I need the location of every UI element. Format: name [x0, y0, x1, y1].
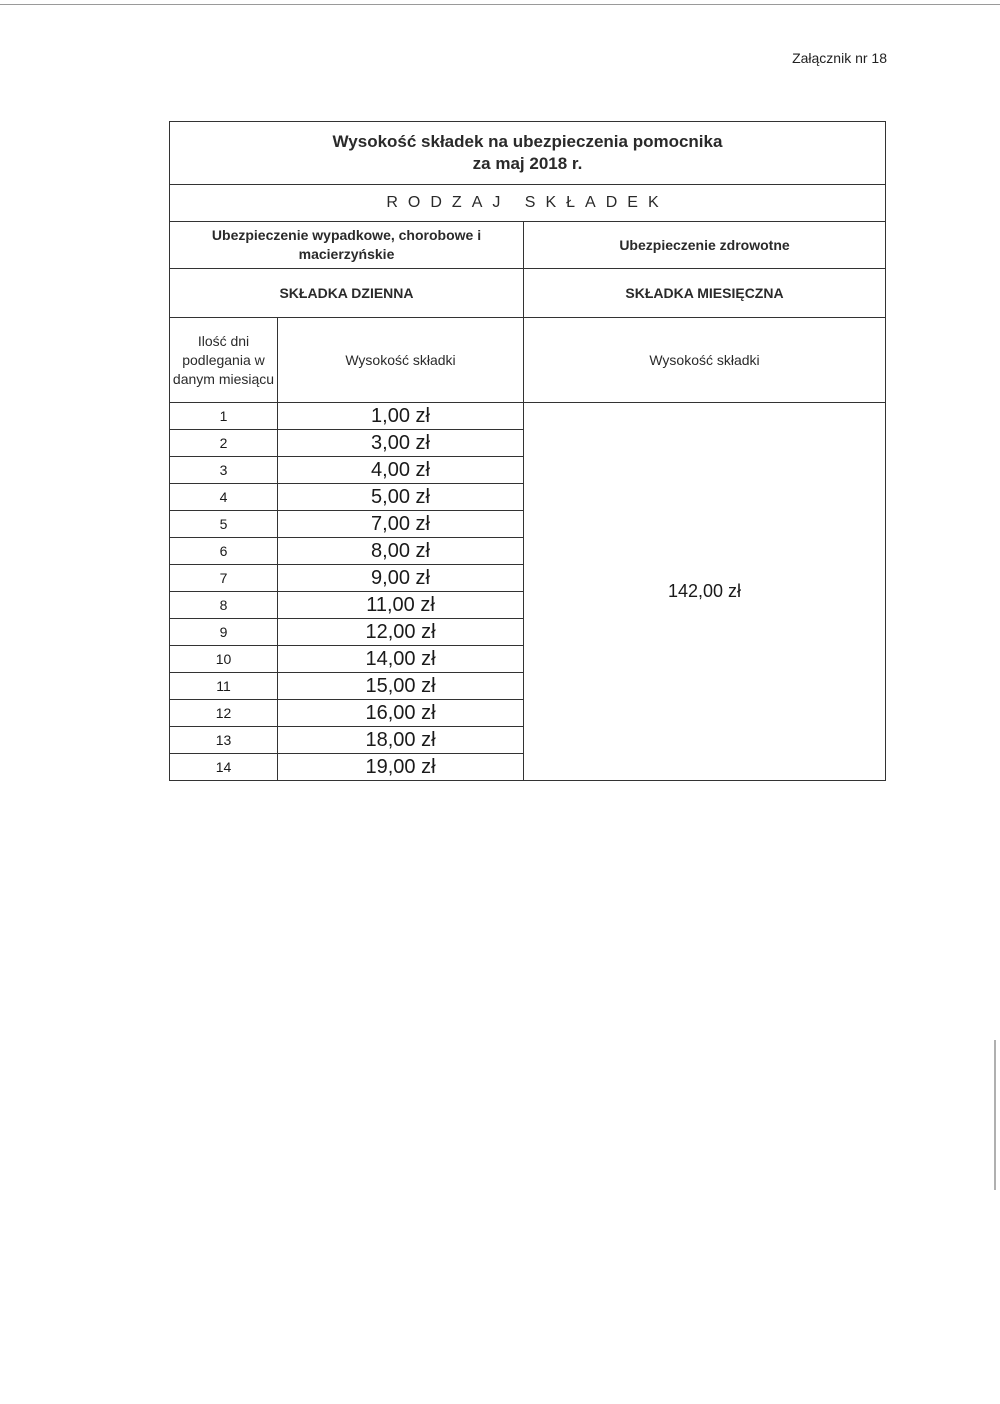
daily-amount-cell: 9,00 zł	[278, 565, 524, 592]
contribution-kind-heading: RODZAJ SKŁADEK	[170, 185, 886, 222]
days-cell: 13	[170, 727, 278, 754]
column-header-row	[170, 318, 886, 403]
daily-amount-cell: 4,00 zł	[278, 457, 524, 484]
column-header-days: Ilość dni podlegania w danym miesiącu	[170, 318, 278, 403]
insurance-accident-sickness: Ubezpieczenie wypadkowe, chorobowe i macierzyńskie	[170, 222, 524, 269]
days-cell: 8	[170, 592, 278, 619]
days-cell: 6	[170, 538, 278, 565]
days-cell: 12	[170, 700, 278, 727]
daily-amount-cell: 11,00 zł	[278, 592, 524, 619]
monthly-contribution-heading: SKŁADKA MIESIĘCZNA	[524, 269, 886, 318]
days-cell: 10	[170, 646, 278, 673]
attachment-label: Załącznik nr 18	[792, 50, 887, 66]
daily-amount-cell: 16,00 zł	[278, 700, 524, 727]
monthly-amount-value: 142,00 zł	[524, 403, 886, 781]
type-row	[170, 269, 886, 318]
insurance-row	[170, 222, 886, 269]
daily-amount-cell: 18,00 zł	[278, 727, 524, 754]
daily-amount-cell: 15,00 zł	[278, 673, 524, 700]
daily-amount-cell: 14,00 zł	[278, 646, 524, 673]
rodzaj-row	[170, 185, 886, 222]
daily-amount-cell: 12,00 zł	[278, 619, 524, 646]
daily-amount-cell: 7,00 zł	[278, 511, 524, 538]
days-cell: 14	[170, 754, 278, 781]
daily-amount-cell: 5,00 zł	[278, 484, 524, 511]
daily-amount-cell: 8,00 zł	[278, 538, 524, 565]
days-cell: 1	[170, 403, 278, 430]
days-cell: 7	[170, 565, 278, 592]
insurance-health: Ubezpieczenie zdrowotne	[524, 222, 886, 269]
days-cell: 3	[170, 457, 278, 484]
table-title	[170, 122, 886, 185]
days-cell: 2	[170, 430, 278, 457]
days-cell: 11	[170, 673, 278, 700]
table-title-line-2: za maj 2018 r.	[472, 154, 583, 173]
title-row	[170, 122, 886, 185]
daily-amount-cell: 3,00 zł	[278, 430, 524, 457]
scan-border-line	[0, 4, 1000, 5]
days-cell: 9	[170, 619, 278, 646]
table-row	[170, 403, 886, 430]
column-header-amount: Wysokość składki	[278, 318, 524, 403]
scan-edge-mark	[994, 1040, 996, 1190]
days-cell: 4	[170, 484, 278, 511]
contribution-table	[169, 121, 886, 781]
daily-amount-cell: 19,00 zł	[278, 754, 524, 781]
column-header-monthly-amount: Wysokość składki	[524, 318, 886, 403]
daily-contribution-heading: SKŁADKA DZIENNA	[170, 269, 524, 318]
days-cell: 5	[170, 511, 278, 538]
daily-amount-cell: 1,00 zł	[278, 403, 524, 430]
table-title-line-1: Wysokość składek na ubezpieczenia pomocnika	[332, 132, 723, 151]
